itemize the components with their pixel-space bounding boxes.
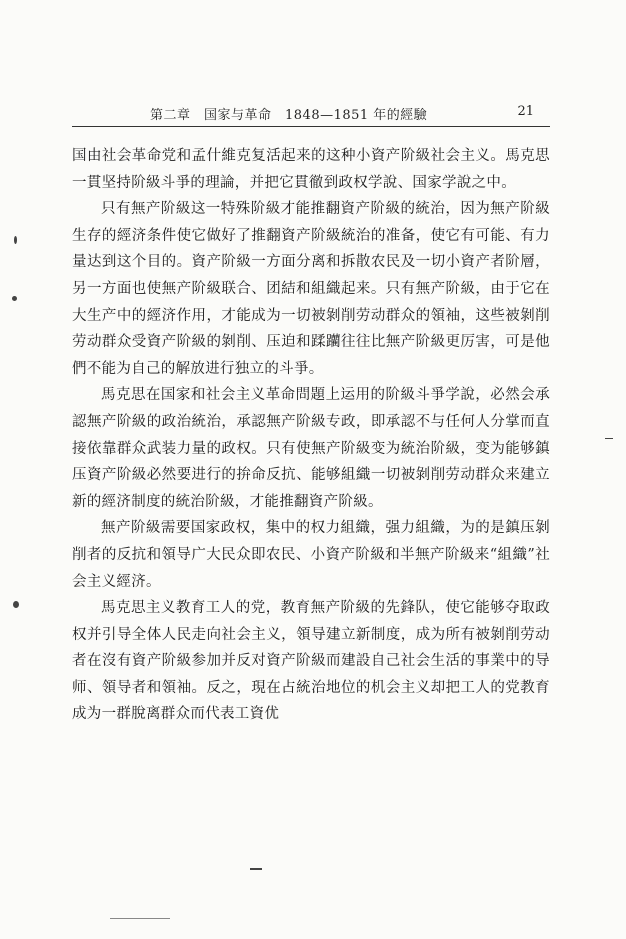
paragraph-class-struggle-theory: 馬克思在国家和社会主义革命問題上运用的阶級斗爭学說，必然会承認無产阶級的政治統治，承認無产阶級专政，即承認不与任何人分掌而直接依靠群众武装力量的政权。只有使無产阶級变为統治阶級，变为能够鎮压資产阶級必然要进行的拚命反抗、能够組織一切被剝削劳动群众来建立新的經济制度的統治阶級，才能推翻資产阶級。: [72, 387, 550, 510]
scan-speck: [605, 438, 613, 439]
scan-speck: [12, 296, 17, 301]
page-number: 21: [517, 104, 534, 119]
header-rule: [72, 126, 550, 127]
paragraph-marxist-party: 馬克思主义教育工人的党，教育無产阶級的先鋒队，使它能够夺取政权并引导全体人民走向社会主义，領导建立新制度，成为所有被剝削劳动者在沒有資产阶級参加并反对資产阶級而建設自己社会生活的事業中的导师、領导者和領袖。反之，現在占統治地位的机会主义却把工人的党教育成为一群脫离群众而代表工資优: [72, 600, 550, 723]
scan-speck: [110, 918, 170, 919]
scan-speck: [14, 236, 17, 244]
body-text: [72, 143, 550, 728]
running-head: [72, 104, 552, 126]
paragraph-continuation: 国由社会革命党和孟什維克复活起来的这种小資产阶級社会主义。馬克思一貫坚持阶級斗爭的理論，并把它貫徹到政权学說、国家学說之中。: [72, 148, 550, 191]
scan-speck: [13, 601, 19, 608]
paragraph-state-power: 無产阶級需要国家政权，集中的权力組織，强力組織，为的是鎮压剝削者的反抗和領导广大民众即农民、小資产阶級和半無产阶級来“組織”社会主义經济。: [72, 520, 550, 590]
paragraph-proletariat-leadership: 只有無产阶級这一特殊阶級才能推翻資产阶級的統治，因为無产阶級生存的經济条件使它做好了推翻資产阶級統治的准备，使它有可能、有力量达到这个目的。資产阶級一方面分离和拆散农民及一切小資产者阶層，另一方面也使無产阶級联合、团結和組織起来。只有無产阶級，由于它在大生产中的經济作用，才能成为一切被剝削劳动群众的領袖，这些被剝削劳动群众受資产阶級的剝削、压迫和蹂躪往往比無产阶級更厉害，可是他們不能为自己的解放进行独立的斗爭。: [72, 201, 550, 377]
scan-speck: [250, 868, 262, 870]
running-title: 第二章 国家与革命 1848—1851 年的經驗: [150, 108, 428, 123]
